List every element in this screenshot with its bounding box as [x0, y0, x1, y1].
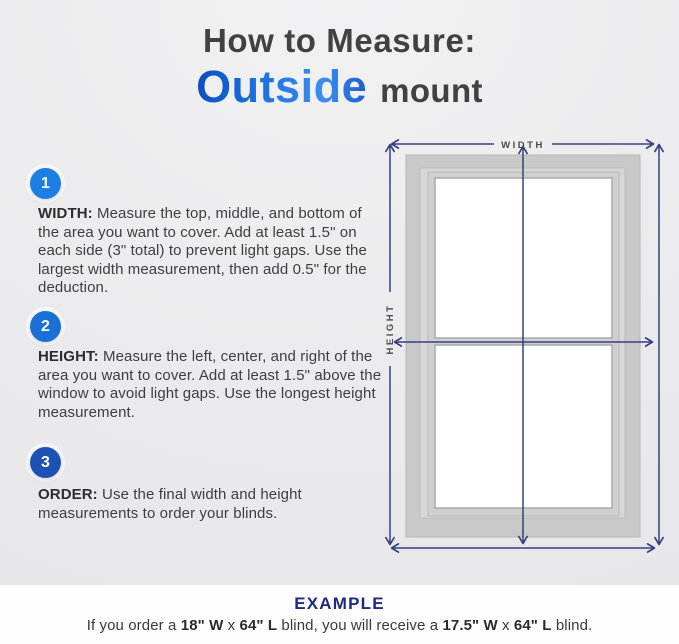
step-3-instructions [38, 486, 384, 523]
step-1-body: Measure the top, middle, and bottom of the area you want to cover. Add at least 1.5" on each side (3" total) to prevent light gaps. Use the largest width measurement, then add 0.5" for the deduction. [38, 205, 367, 296]
title-line2 [0, 61, 679, 113]
example-receive-length: 64" L [513, 617, 552, 634]
example-sentence [0, 617, 679, 634]
title-highlight: Outside [196, 61, 368, 112]
example-seg-8: blind. [551, 617, 593, 634]
step-1-badge: 1 [30, 168, 61, 199]
title-rest: mount [380, 72, 483, 109]
example-order-size: 18" W [180, 617, 224, 634]
example-seg-0: If you order a [86, 617, 181, 634]
step-3-body: Use the final width and height measurements to order your blinds. [38, 486, 302, 522]
example-heading: EXAMPLE [294, 594, 385, 613]
height-label: HEIGHT [385, 303, 396, 355]
example-order-length: 64" L [239, 617, 278, 634]
step-1-label: WIDTH: [38, 205, 93, 222]
title-line1: How to Measure: [202, 22, 477, 59]
example-section [0, 585, 679, 644]
page-title [0, 22, 679, 113]
step-2-instructions [38, 348, 384, 422]
step-1-instructions [38, 205, 384, 298]
example-seg-4: blind, you will receive a [277, 617, 443, 634]
width-label: WIDTH [501, 140, 545, 151]
example-seg-2: x [223, 617, 240, 634]
step-3-badge: 3 [30, 447, 61, 478]
step-3-label: ORDER: [38, 486, 98, 503]
window-measurement-diagram [372, 126, 672, 588]
example-receive-size: 17.5" W [442, 617, 498, 634]
step-2-badge: 2 [30, 311, 61, 342]
step-2-label: HEIGHT: [38, 348, 99, 365]
step-2-body: Measure the left, center, and right of the area you want to cover. Add at least 1.5" above the window to avoid light gaps. Use the longest height measurement. [38, 348, 382, 421]
example-seg-6: x [497, 617, 514, 634]
